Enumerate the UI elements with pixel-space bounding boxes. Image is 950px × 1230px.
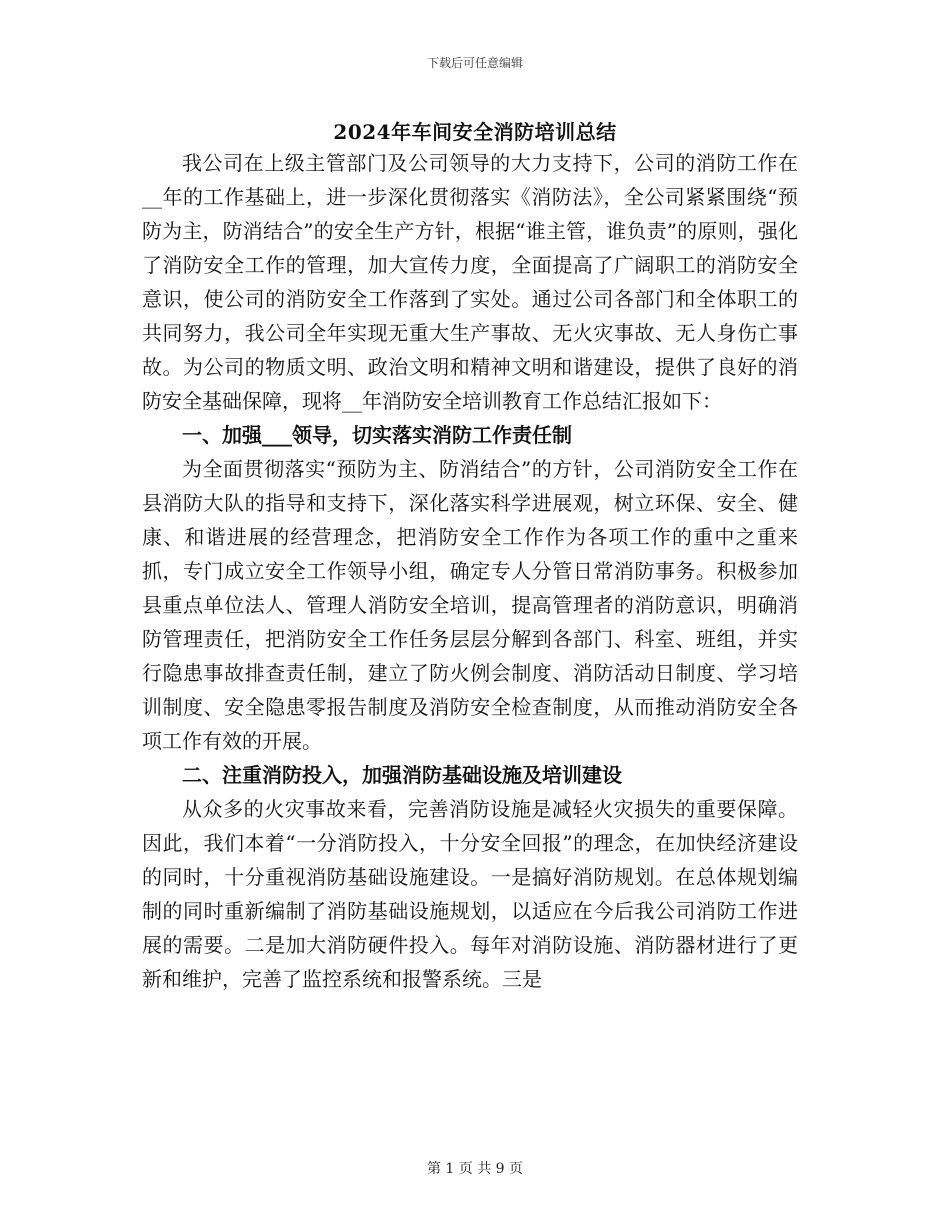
page-indicator: 第 1 页 共 9 页 [426, 1161, 524, 1177]
page-title: 2024年车间安全消防培训总结 [333, 120, 617, 144]
document-body [142, 146, 798, 996]
section-1-paragraph: 为全面贯彻落实“预防为主、防消结合”的方针，公司消防安全工作在县消防大队的指导和支持下，深化落实科学进展观，树立环保、安全、健康、和谐进展的经营理念，把消防安全工作作为各项工作的重中之重来抓，专门成立安全工作领导小组，确定专人分管日常消防事务。积极参加县重点单位法人、管理人消防安全培训，提高管理者的消防意识，明确消防管理责任，把消防安全工作任务层层分解到各部门、科室、班组，并实行隐患事故排查责任制，建立了防火例会制度、消防活动日制度、学习培训制度、安全隐患零报告制度及消防安全检查制度，从而推动消防安全各项工作有效的开展。 [142, 457, 798, 753]
section-2-paragraph: 从众多的火灾事故来看，完善消防设施是减轻火灾损失的重要保障。因此，我们本着“一分消防投入，十分安全回报”的理念，在加快经济建设的同时，十分重视消防基础设施建设。一是搞好消防规划。在总体规划编制的同时重新编制了消防基础设施规划，以适应在今后我公司消防工作进展的需要。二是加大消防硬件投入。每年对消防设施、消防器材进行了更新和维护，完善了监控系统和报警系统。三是 [142, 797, 798, 991]
download-note: 下载后可任意编辑 [426, 56, 523, 70]
intro-paragraph: 我公司在上级主管部门及公司领导的大力支持下，公司的消防工作在__年的工作基础上，进一步深化贯彻落实《消防法》，全公司紧紧围绕“预防为主，防消结合”的安全生产方针，根据“谁主管，谁负责”的原则，强化了消防安全工作的管理，加大宣传力度，全面提高了广阔职工的消防安全意识，使公司的消防安全工作落到了实处。通过公司各部门和全体职工的共同努力，我公司全年实现无重大生产事故、无火灾事故、无人身伤亡事故。为公司的物质文明、政治文明和精神文明和谐建设，提供了良好的消防安全基础保障，现将__年消防安全培训教育工作总结汇报如下： [142, 151, 798, 413]
section-heading-2: 二、注重消防投入，加强消防基础设施及培训建设 [182, 763, 622, 787]
section-heading-1: 一、加强___领导，切实落实消防工作责任制 [182, 423, 572, 447]
